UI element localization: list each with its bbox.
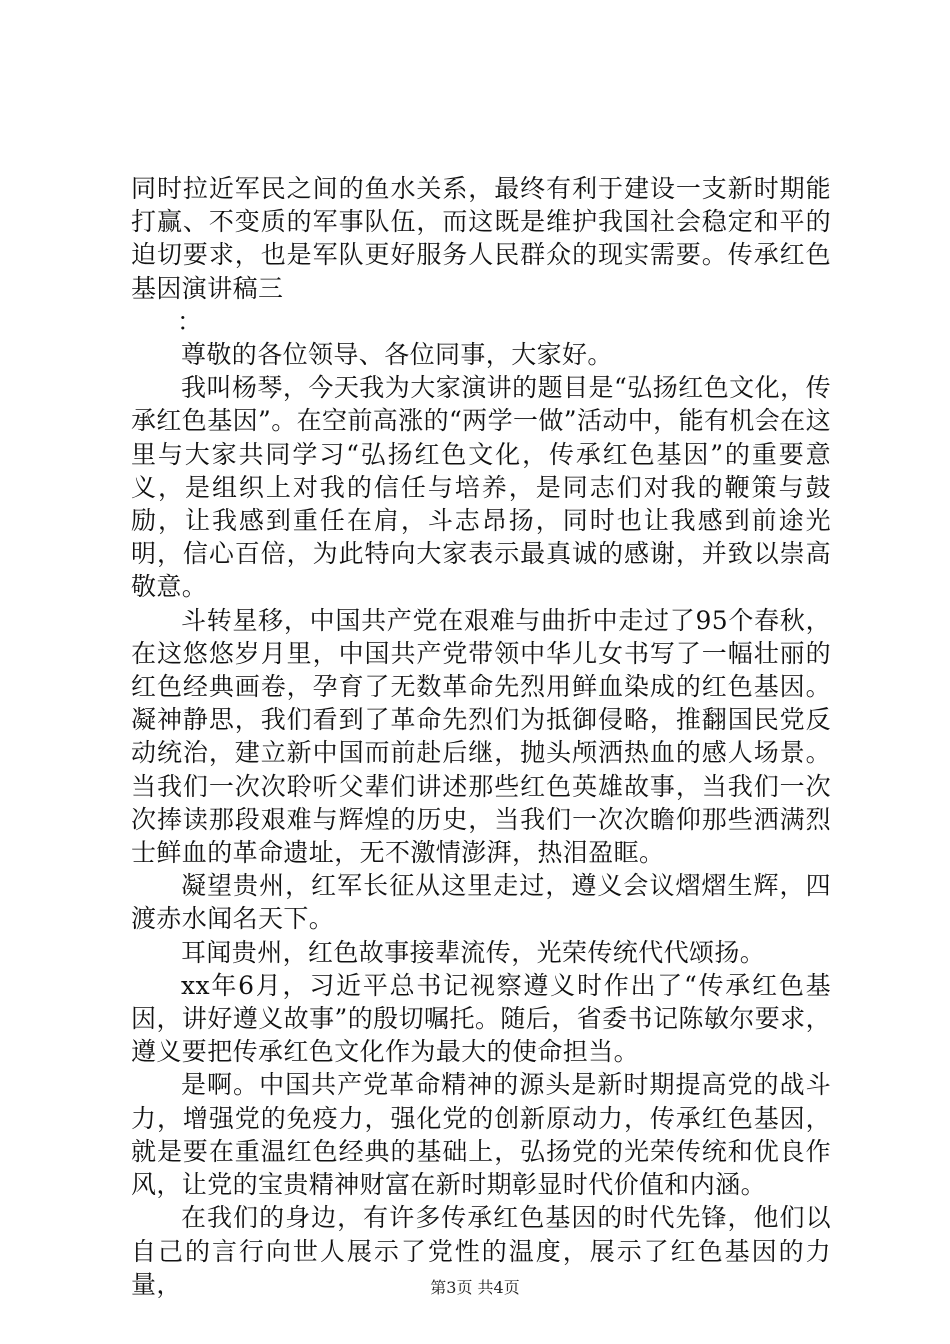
page-number-footer: 第3页 共4页: [430, 1278, 520, 1297]
paragraph-history: 斗转星移，中国共产党在艰难与曲折中走过了95个春秋，在这悠悠岁月里，中国共产党带领中华儿女书写了一幅壮丽的红色经典画卷，孕育了无数革命先烈用鲜血染成的红色基因。凝神静思，我们看到了革命先烈们为抵御侵略，推翻国民党反动统治，建立新中国而前赴后继，抛头颅洒热血的感人场景。当我们一次次聆听父辈们讲述那些红色英雄故事，当我们一次次捧读那段艰难与辉煌的历史，当我们一次次瞻仰那些洒满烈士鲜血的革命遗址，无不激情澎湃，热泪盈眶。: [131, 605, 831, 868]
paragraph-guizhou-hear: 耳闻贵州，红色故事接辈流传，光荣传统代代颂扬。: [181, 937, 766, 967]
paragraph-colon: ：: [177, 306, 203, 336]
paragraph-continuation: 同时拉近军民之间的鱼水关系，最终有利于建设一支新时期能打赢、不变质的军事队伍，而这既是维护我国社会稳定和平的迫切要求，也是军队更好服务人民群众的现实需要。传承红色基因演讲稿三: [131, 174, 831, 303]
paragraph-pioneers: 在我们的身边，有许多传承红色基因的时代先锋，他们以自己的言行向世人展示了党性的温度，展示了红色基因的力量，: [131, 1203, 831, 1299]
paragraph-revolution-spirit: 是啊。中国共产党革命精神的源头是新时期提高党的战斗力，增强党的免疫力，强化党的创新原动力，传承红色基因，就是要在重温红色经典的基础上，弘扬党的光荣传统和优良作风，让党的宝贵精神财富在新时期彰显时代价值和内涵。: [131, 1070, 831, 1200]
paragraph-introduction: 我叫杨琴，今天我为大家演讲的题目是“弘扬红色文化，传承红色基因”。在空前高涨的“两学一做”活动中，能有机会在这里与大家共同学习“弘扬红色文化，传承红色基因”的重要意义，是组织上对我的信任与培养，是同志们对我的鞭策与鼓励，让我感到重任在肩，斗志昂扬，同时也让我感到前途光明，信心百倍，为此特向大家表示最真诚的感谢，并致以崇高敬意。: [131, 373, 831, 602]
paragraph-zunyi-visit: xx年6月，习近平总书记视察遵义时作出了“传承红色基因，讲好遵义故事”的殷切嘱托。随后，省委书记陈敏尔要求，遵义要把传承红色文化作为最大的使命担当。: [131, 970, 831, 1067]
paragraph-greeting: 尊敬的各位领导、各位同事，大家好。: [181, 340, 613, 370]
paragraph-guizhou-view: 凝望贵州，红军长征从这里走过，遵义会议熠熠生辉，四渡赤水闻名天下。: [131, 871, 831, 934]
body-text: [131, 172, 831, 1301]
